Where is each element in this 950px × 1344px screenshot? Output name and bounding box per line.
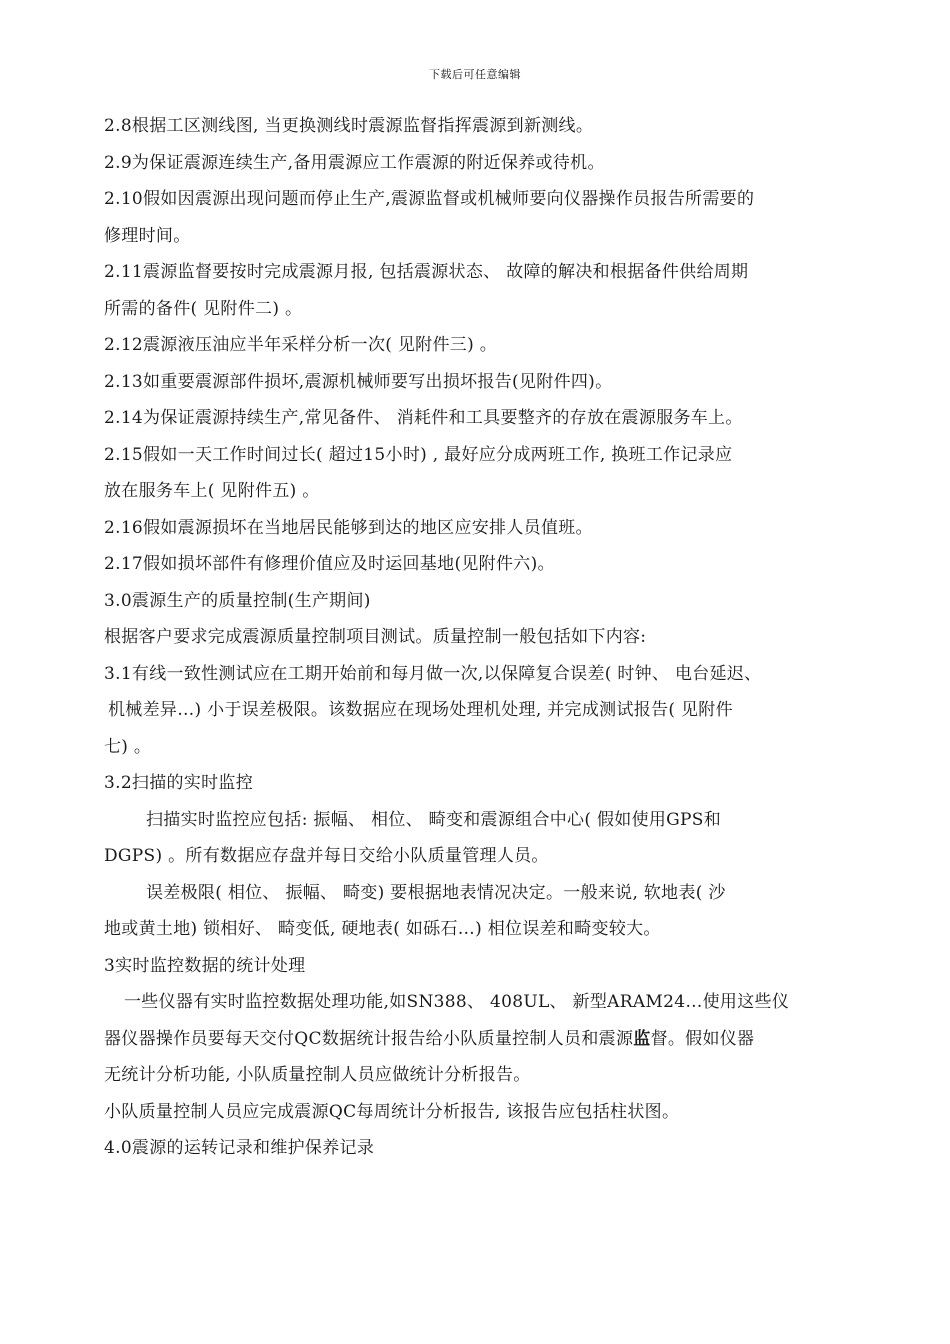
section-heading-4-0: 4.0震源的运转记录和维护保养记录 — [104, 1138, 375, 1158]
paragraph-line-instruments-end: 无统计分析功能, 小队质量控制人员应做统计分析报告。 — [104, 1065, 531, 1085]
paragraph-line-weekly-report: 小队质量控制人员应完成震源QC每周统计分析报告, 该报告应包括柱状图。 — [104, 1101, 680, 1122]
paragraph-line-error-limit: 误差极限( 相位、 振幅、 畸变) 要根据地表情况决定。一般来说, 软地表( 沙 — [146, 882, 726, 903]
paragraph-line-2-11: 2.11震源监督要按时完成震源月报, 包括震源状态、 故障的解决和根据备件供给周期 — [104, 262, 749, 282]
paragraph-line-2-14: 2.14为保证震源持续生产,常见备件、 消耗件和工具要整齐的存放在震源服务车上。 — [104, 408, 743, 428]
section-heading-3-stats: 3实时监控数据的统计处理 — [104, 955, 306, 976]
paragraph-line-3-1: 3.1有线一致性测试应在工期开始前和每月做一次,以保障复合误差( 时钟、 电台延迟、 — [104, 663, 762, 684]
paragraph-line-2-17: 2.17假如损坏部件有修理价值应及时运回基地(见附件六)。 — [104, 554, 555, 574]
paragraph-line-2-15-cont: 放在服务车上( 见附件五) 。 — [104, 481, 320, 501]
paragraph-line-2-10-cont: 修理时间。 — [104, 225, 191, 246]
header-note: 下载后可任意编辑 — [429, 68, 521, 81]
paragraph-line-3-1-cont: 机械差异…) 小于误差极限。该数据应在现场处理机处理, 并完成测试报告( 见附件 — [108, 700, 733, 720]
paragraph-line-error-limit-cont: 地或黄土地) 锁相好、 畸变低, 硬地表( 如砾石…) 相位误差和畸变较大。 — [104, 919, 661, 939]
paragraph-line-2-11-cont: 所需的备件( 见附件二) 。 — [104, 298, 303, 319]
paragraph-line-2-12: 2.12震源液压油应半年采样分析一次( 见附件三) 。 — [104, 335, 498, 355]
paragraph-line-instruments: 一些仪器有实时监控数据处理功能,如SN388、 408UL、 新型ARAM24…使用这些仪 — [124, 992, 790, 1012]
paragraph-line-qc-intro: 根据客户要求完成震源质量控制项目测试。质量控制一般包括如下内容: — [104, 627, 647, 647]
paragraph-line-2-15: 2.15假如一天工作时间过长( 超过15小时) , 最好应分成两班工作, 换班工作记录应 — [104, 444, 733, 465]
paragraph-line-2-8: 2.8根据工区测线图, 当更换测线时震源监督指挥震源到新测线。 — [104, 116, 594, 136]
paragraph-line-2-16: 2.16假如震源损坏在当地居民能够到达的地区应安排人员值班。 — [104, 517, 593, 538]
paragraph-line-instruments-cont — [104, 1021, 844, 1058]
text-run-bold: 监 — [633, 1028, 651, 1049]
paragraph-line-2-9: 2.9为保证震源连续生产,备用震源应工作震源的附近保养或待机。 — [104, 152, 605, 173]
paragraph-line-sweep-monitor-cont: DGPS) 。所有数据应存盘并每日交给小队质量管理人员。 — [104, 846, 549, 866]
text-run: 督。假如仪器 — [650, 1028, 755, 1049]
document-body — [104, 108, 844, 1167]
paragraph-line-2-10: 2.10假如因震源出现问题而停止生产,震源监督或机械师要向仪器操作员报告所需要的 — [104, 189, 755, 209]
paragraph-line-sweep-monitor: 扫描实时监控应包括: 振幅、 相位、 畸变和震源组合中心( 假如使用GPS和 — [146, 809, 722, 830]
text-run: 器仪器操作员要每天交付QC数据统计报告给小队质量控制人员和震源 — [104, 1028, 634, 1049]
paragraph-line-3-1-end: 七) 。 — [104, 736, 152, 757]
section-heading-3-2: 3.2扫描的实时监控 — [104, 773, 254, 793]
section-heading-3-0: 3.0震源生产的质量控制(生产期间) — [104, 590, 371, 611]
paragraph-line-2-13: 2.13如重要震源部件损坏,震源机械师要写出损坏报告(见附件四)。 — [104, 371, 613, 392]
